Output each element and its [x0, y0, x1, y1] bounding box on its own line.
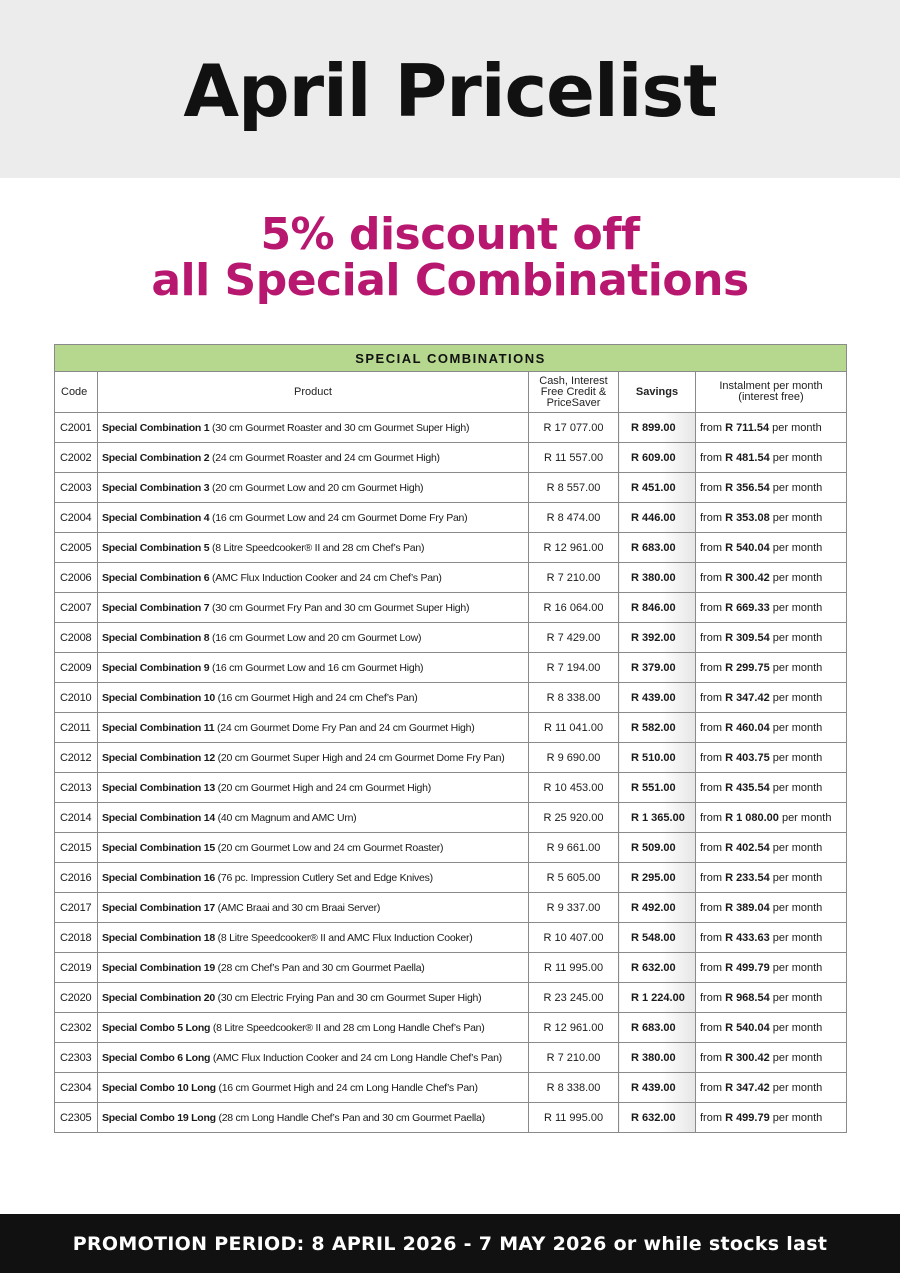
instalment [696, 893, 847, 923]
footer-band [0, 1214, 900, 1273]
cash-price: R 11 995.00 [529, 953, 619, 983]
promo-headline [0, 209, 900, 306]
product-description [98, 623, 529, 653]
instalment-amount: R 353.08 [725, 511, 770, 524]
table-body [55, 413, 847, 1133]
column-header-code: Code [55, 372, 98, 413]
table-row [55, 983, 847, 1013]
instalment [696, 953, 847, 983]
product-detail: (30 cm Gourmet Fry Pan and 30 cm Gourmet Super High) [209, 601, 470, 614]
table-row [55, 953, 847, 983]
instalment [696, 623, 847, 653]
cash-price: R 12 961.00 [529, 1013, 619, 1043]
product-name: Special Combination 18 [102, 931, 215, 944]
instalment [696, 743, 847, 773]
product-name: Special Combination 16 [102, 871, 215, 884]
table-row [55, 563, 847, 593]
savings-amount: R 899.00 [619, 413, 696, 443]
savings-amount: R 439.00 [619, 683, 696, 713]
instalment-suffix: per month [769, 1111, 823, 1124]
instalment [696, 563, 847, 593]
cash-price: R 10 407.00 [529, 923, 619, 953]
instalment-prefix: from [700, 481, 726, 494]
savings-amount: R 632.00 [619, 1103, 696, 1133]
product-code: C2006 [55, 563, 98, 593]
instalment [696, 923, 847, 953]
instalment-suffix: per month [769, 481, 823, 494]
instalment-amount: R 968.54 [725, 991, 770, 1004]
instalment [696, 593, 847, 623]
cash-price: R 7 210.00 [529, 563, 619, 593]
instalment-suffix: per month [778, 811, 832, 824]
product-name: Special Combination 19 [102, 961, 215, 974]
instalment-amount: R 540.04 [725, 541, 770, 554]
product-detail: (28 cm Long Handle Chef’s Pan and 30 cm Gourmet Paella) [215, 1111, 485, 1124]
instalment [696, 983, 847, 1013]
savings-amount: R 446.00 [619, 503, 696, 533]
instalment-prefix: from [700, 931, 726, 944]
product-detail: (16 cm Gourmet Low and 20 cm Gourmet Low) [209, 631, 422, 644]
instalment-suffix: per month [769, 451, 823, 464]
instalment [696, 1043, 847, 1073]
instalment-amount: R 299.75 [725, 661, 770, 674]
column-header-instalment-line1: Instalment per month [719, 380, 823, 392]
savings-amount: R 510.00 [619, 743, 696, 773]
instalment [696, 773, 847, 803]
cash-price: R 8 474.00 [529, 503, 619, 533]
instalment-prefix: from [700, 901, 726, 914]
product-detail: (AMC Flux Induction Cooker and 24 cm Chef’s Pan) [209, 571, 442, 584]
column-header-product: Product [98, 372, 529, 413]
instalment-prefix: from [700, 871, 726, 884]
product-description [98, 713, 529, 743]
instalment [696, 443, 847, 473]
product-name: Special Combination 14 [102, 811, 215, 824]
table-row [55, 1073, 847, 1103]
savings-amount: R 392.00 [619, 623, 696, 653]
product-code: C2304 [55, 1073, 98, 1103]
product-detail: (AMC Flux Induction Cooker and 24 cm Long Handle Chef’s Pan) [210, 1051, 502, 1064]
product-detail: (16 cm Gourmet High and 24 cm Long Handle Chef’s Pan) [215, 1081, 478, 1094]
product-code: C2002 [55, 443, 98, 473]
product-code: C2018 [55, 923, 98, 953]
product-description [98, 563, 529, 593]
instalment-suffix: per month [769, 871, 823, 884]
product-detail: (8 Litre Speedcooker® II and 28 cm Long Handle Chef’s Pan) [210, 1021, 485, 1034]
table-row [55, 773, 847, 803]
table-row [55, 923, 847, 953]
product-code: C2019 [55, 953, 98, 983]
savings-amount: R 1 224.00 [619, 983, 696, 1013]
product-detail: (20 cm Gourmet Low and 24 cm Gourmet Roaster) [214, 841, 444, 854]
product-name: Special Combination 6 [102, 571, 210, 584]
product-name: Special Combination 12 [102, 751, 215, 764]
product-detail: (16 cm Gourmet Low and 24 cm Gourmet Dome Fry Pan) [209, 511, 468, 524]
product-detail: (40 cm Magnum and AMC Urn) [214, 811, 357, 824]
product-name: Special Combination 9 [102, 661, 210, 674]
column-header-instalment-line2: (interest free) [738, 391, 804, 403]
cash-price: R 7 194.00 [529, 653, 619, 683]
instalment-suffix: per month [769, 1081, 823, 1094]
product-detail: (24 cm Gourmet Dome Fry Pan and 24 cm Gourmet High) [214, 721, 475, 734]
table-row [55, 1043, 847, 1073]
column-header-price: Cash, Interest Free Credit & PriceSaver [529, 372, 619, 413]
instalment-suffix: per month [769, 1021, 823, 1034]
table-row [55, 413, 847, 443]
product-description [98, 503, 529, 533]
instalment-suffix: per month [769, 841, 823, 854]
instalment-prefix: from [700, 841, 726, 854]
cash-price: R 8 338.00 [529, 1073, 619, 1103]
cash-price: R 9 661.00 [529, 833, 619, 863]
product-code: C2008 [55, 623, 98, 653]
savings-amount: R 380.00 [619, 1043, 696, 1073]
table-row [55, 653, 847, 683]
product-code: C2007 [55, 593, 98, 623]
product-code: C2013 [55, 773, 98, 803]
cash-price: R 16 064.00 [529, 593, 619, 623]
product-code: C2016 [55, 863, 98, 893]
product-description [98, 1043, 529, 1073]
product-code: C2005 [55, 533, 98, 563]
instalment-suffix: per month [769, 511, 823, 524]
product-description [98, 833, 529, 863]
product-name: Special Combination 7 [102, 601, 210, 614]
product-name: Special Combo 10 Long [102, 1081, 216, 1094]
product-code: C2020 [55, 983, 98, 1013]
instalment-suffix: per month [769, 631, 823, 644]
cash-price: R 10 453.00 [529, 773, 619, 803]
product-code: C2009 [55, 653, 98, 683]
savings-amount: R 492.00 [619, 893, 696, 923]
table-row [55, 443, 847, 473]
instalment-amount: R 403.75 [725, 751, 770, 764]
instalment-prefix: from [700, 601, 726, 614]
product-description [98, 653, 529, 683]
table-row [55, 893, 847, 923]
table-row [55, 593, 847, 623]
product-detail: (20 cm Gourmet Super High and 24 cm Gourmet Dome Fry Pan) [214, 751, 505, 764]
instalment-amount: R 300.42 [725, 571, 770, 584]
instalment-amount: R 233.54 [725, 871, 770, 884]
product-description [98, 923, 529, 953]
instalment [696, 653, 847, 683]
instalment-suffix: per month [769, 1051, 823, 1064]
table-row [55, 473, 847, 503]
product-name: Special Combination 17 [102, 901, 215, 914]
table-row [55, 1013, 847, 1043]
instalment-prefix: from [700, 631, 726, 644]
product-detail: (28 cm Chef’s Pan and 30 cm Gourmet Paella) [214, 961, 425, 974]
cash-price: R 7 210.00 [529, 1043, 619, 1073]
instalment-prefix: from [700, 451, 726, 464]
instalment-suffix: per month [769, 751, 823, 764]
instalment-suffix: per month [769, 571, 823, 584]
instalment-prefix: from [700, 1111, 726, 1124]
savings-amount: R 509.00 [619, 833, 696, 863]
product-description [98, 1073, 529, 1103]
instalment-amount: R 499.79 [725, 961, 770, 974]
cash-price: R 17 077.00 [529, 413, 619, 443]
product-code: C2012 [55, 743, 98, 773]
instalment-amount: R 356.54 [725, 481, 770, 494]
product-name: Special Combination 15 [102, 841, 215, 854]
instalment [696, 863, 847, 893]
table-row [55, 623, 847, 653]
instalment-amount: R 433.63 [725, 931, 770, 944]
column-header-row [55, 372, 847, 413]
instalment-amount: R 1 080.00 [725, 811, 779, 824]
product-description [98, 893, 529, 923]
savings-amount: R 548.00 [619, 923, 696, 953]
product-description [98, 743, 529, 773]
promotion-period-text: PROMOTION PERIOD: 8 APRIL 2026 - 7 MAY 2026 or while stocks last [72, 1232, 828, 1255]
instalment-suffix: per month [769, 601, 823, 614]
cash-price: R 12 961.00 [529, 533, 619, 563]
instalment-prefix: from [700, 421, 726, 434]
instalment-prefix: from [700, 751, 726, 764]
instalment-amount: R 309.54 [725, 631, 770, 644]
product-name: Special Combo 19 Long [102, 1111, 216, 1124]
instalment-prefix: from [700, 541, 726, 554]
product-name: Special Combination 3 [102, 481, 210, 494]
product-description [98, 533, 529, 563]
instalment [696, 503, 847, 533]
product-detail: (8 Litre Speedcooker® II and AMC Flux Induction Cooker) [214, 931, 473, 944]
product-description [98, 1103, 529, 1133]
savings-amount: R 846.00 [619, 593, 696, 623]
savings-amount: R 380.00 [619, 563, 696, 593]
product-description [98, 683, 529, 713]
cash-price: R 23 245.00 [529, 983, 619, 1013]
section-title: SPECIAL COMBINATIONS [55, 345, 847, 372]
cash-price: R 25 920.00 [529, 803, 619, 833]
instalment-prefix: from [700, 511, 726, 524]
instalment [696, 833, 847, 863]
product-description [98, 863, 529, 893]
instalment-amount: R 435.54 [725, 781, 770, 794]
cash-price: R 9 337.00 [529, 893, 619, 923]
product-name: Special Combination 5 [102, 541, 210, 554]
instalment [696, 683, 847, 713]
savings-amount: R 451.00 [619, 473, 696, 503]
product-name: Special Combination 13 [102, 781, 215, 794]
product-code: C2302 [55, 1013, 98, 1043]
product-name: Special Combination 10 [102, 691, 215, 704]
product-code: C2303 [55, 1043, 98, 1073]
instalment-prefix: from [700, 1051, 726, 1064]
section-header-row [55, 345, 847, 372]
product-detail: (30 cm Gourmet Roaster and 30 cm Gourmet Super High) [209, 421, 470, 434]
promo-line-2: all Special Combinations [151, 255, 749, 306]
instalment-prefix: from [700, 781, 726, 794]
savings-amount: R 379.00 [619, 653, 696, 683]
table-row [55, 713, 847, 743]
instalment-suffix: per month [769, 961, 823, 974]
instalment-prefix: from [700, 1081, 726, 1094]
instalment-amount: R 481.54 [725, 451, 770, 464]
product-code: C2001 [55, 413, 98, 443]
product-name: Special Combo 6 Long [102, 1051, 211, 1064]
product-detail: (76 pc. Impression Cutlery Set and Edge Knives) [214, 871, 433, 884]
product-detail: (24 cm Gourmet Roaster and 24 cm Gourmet High) [209, 451, 440, 464]
instalment-amount: R 711.54 [725, 421, 770, 434]
product-detail: (20 cm Gourmet High and 24 cm Gourmet High) [214, 781, 431, 794]
cash-price: R 11 041.00 [529, 713, 619, 743]
savings-amount: R 683.00 [619, 533, 696, 563]
cash-price: R 11 995.00 [529, 1103, 619, 1133]
product-description [98, 953, 529, 983]
instalment [696, 473, 847, 503]
savings-amount: R 609.00 [619, 443, 696, 473]
instalment-suffix: per month [769, 991, 823, 1004]
product-detail: (8 Litre Speedcooker® II and 28 cm Chef’s Pan) [209, 541, 425, 554]
product-description [98, 443, 529, 473]
table-row [55, 743, 847, 773]
product-code: C2014 [55, 803, 98, 833]
instalment-prefix: from [700, 1021, 726, 1034]
table-row [55, 533, 847, 563]
instalment-suffix: per month [769, 781, 823, 794]
cash-price: R 9 690.00 [529, 743, 619, 773]
product-description [98, 983, 529, 1013]
savings-amount: R 683.00 [619, 1013, 696, 1043]
table-row [55, 683, 847, 713]
instalment-amount: R 402.54 [725, 841, 770, 854]
instalment [696, 803, 847, 833]
product-name: Special Combo 5 Long [102, 1021, 211, 1034]
product-description [98, 803, 529, 833]
product-detail: (20 cm Gourmet Low and 20 cm Gourmet High) [209, 481, 424, 494]
product-detail: (30 cm Electric Frying Pan and 30 cm Gourmet Super High) [214, 991, 482, 1004]
table-row [55, 863, 847, 893]
table-row [55, 1103, 847, 1133]
special-combinations-table [54, 344, 847, 1133]
instalment-amount: R 540.04 [725, 1021, 770, 1034]
instalment-suffix: per month [769, 721, 823, 734]
instalment [696, 1013, 847, 1043]
cash-price: R 8 557.00 [529, 473, 619, 503]
instalment [696, 1103, 847, 1133]
product-description [98, 773, 529, 803]
instalment-amount: R 499.79 [725, 1111, 770, 1124]
instalment [696, 413, 847, 443]
instalment-suffix: per month [769, 901, 823, 914]
promo-line-1: 5% discount off [260, 209, 640, 260]
cash-price: R 8 338.00 [529, 683, 619, 713]
savings-amount: R 295.00 [619, 863, 696, 893]
instalment-amount: R 669.33 [725, 601, 770, 614]
instalment-amount: R 347.42 [725, 691, 770, 704]
product-detail: (16 cm Gourmet Low and 16 cm Gourmet High) [209, 661, 424, 674]
instalment-amount: R 300.42 [725, 1051, 770, 1064]
instalment-suffix: per month [769, 421, 822, 434]
header-band [0, 0, 900, 178]
product-code: C2015 [55, 833, 98, 863]
cash-price: R 5 605.00 [529, 863, 619, 893]
product-description [98, 593, 529, 623]
savings-amount: R 632.00 [619, 953, 696, 983]
instalment-prefix: from [700, 991, 726, 1004]
product-description [98, 413, 529, 443]
product-description [98, 473, 529, 503]
instalment-prefix: from [700, 811, 726, 824]
page-title: April Pricelist [183, 49, 717, 133]
column-header-savings: Savings [619, 372, 696, 413]
savings-amount: R 439.00 [619, 1073, 696, 1103]
product-name: Special Combination 11 [102, 721, 215, 734]
savings-amount: R 551.00 [619, 773, 696, 803]
product-name: Special Combination 20 [102, 991, 215, 1004]
instalment-amount: R 389.04 [725, 901, 770, 914]
instalment [696, 533, 847, 563]
product-code: C2010 [55, 683, 98, 713]
instalment-amount: R 347.42 [725, 1081, 770, 1094]
product-name: Special Combination 8 [102, 631, 210, 644]
instalment [696, 1073, 847, 1103]
instalment-prefix: from [700, 661, 726, 674]
instalment-prefix: from [700, 691, 726, 704]
instalment-suffix: per month [769, 661, 823, 674]
instalment-suffix: per month [769, 541, 823, 554]
product-name: Special Combination 1 [102, 421, 210, 434]
product-detail: (AMC Braai and 30 cm Braai Server) [214, 901, 381, 914]
cash-price: R 7 429.00 [529, 623, 619, 653]
table-row [55, 803, 847, 833]
product-name: Special Combination 4 [102, 511, 210, 524]
savings-amount: R 1 365.00 [619, 803, 696, 833]
instalment-amount: R 460.04 [725, 721, 770, 734]
cash-price: R 11 557.00 [529, 443, 619, 473]
column-header-instalment [696, 372, 847, 413]
product-code: C2004 [55, 503, 98, 533]
instalment-prefix: from [700, 961, 726, 974]
instalment-suffix: per month [769, 691, 823, 704]
instalment-suffix: per month [769, 931, 823, 944]
savings-amount: R 582.00 [619, 713, 696, 743]
product-description [98, 1013, 529, 1043]
product-code: C2017 [55, 893, 98, 923]
product-code: C2305 [55, 1103, 98, 1133]
product-name: Special Combination 2 [102, 451, 210, 464]
instalment [696, 713, 847, 743]
product-code: C2003 [55, 473, 98, 503]
table-row [55, 833, 847, 863]
product-detail: (16 cm Gourmet High and 24 cm Chef’s Pan) [214, 691, 418, 704]
instalment-prefix: from [700, 721, 726, 734]
product-code: C2011 [55, 713, 98, 743]
instalment-prefix: from [700, 571, 726, 584]
table-row [55, 503, 847, 533]
